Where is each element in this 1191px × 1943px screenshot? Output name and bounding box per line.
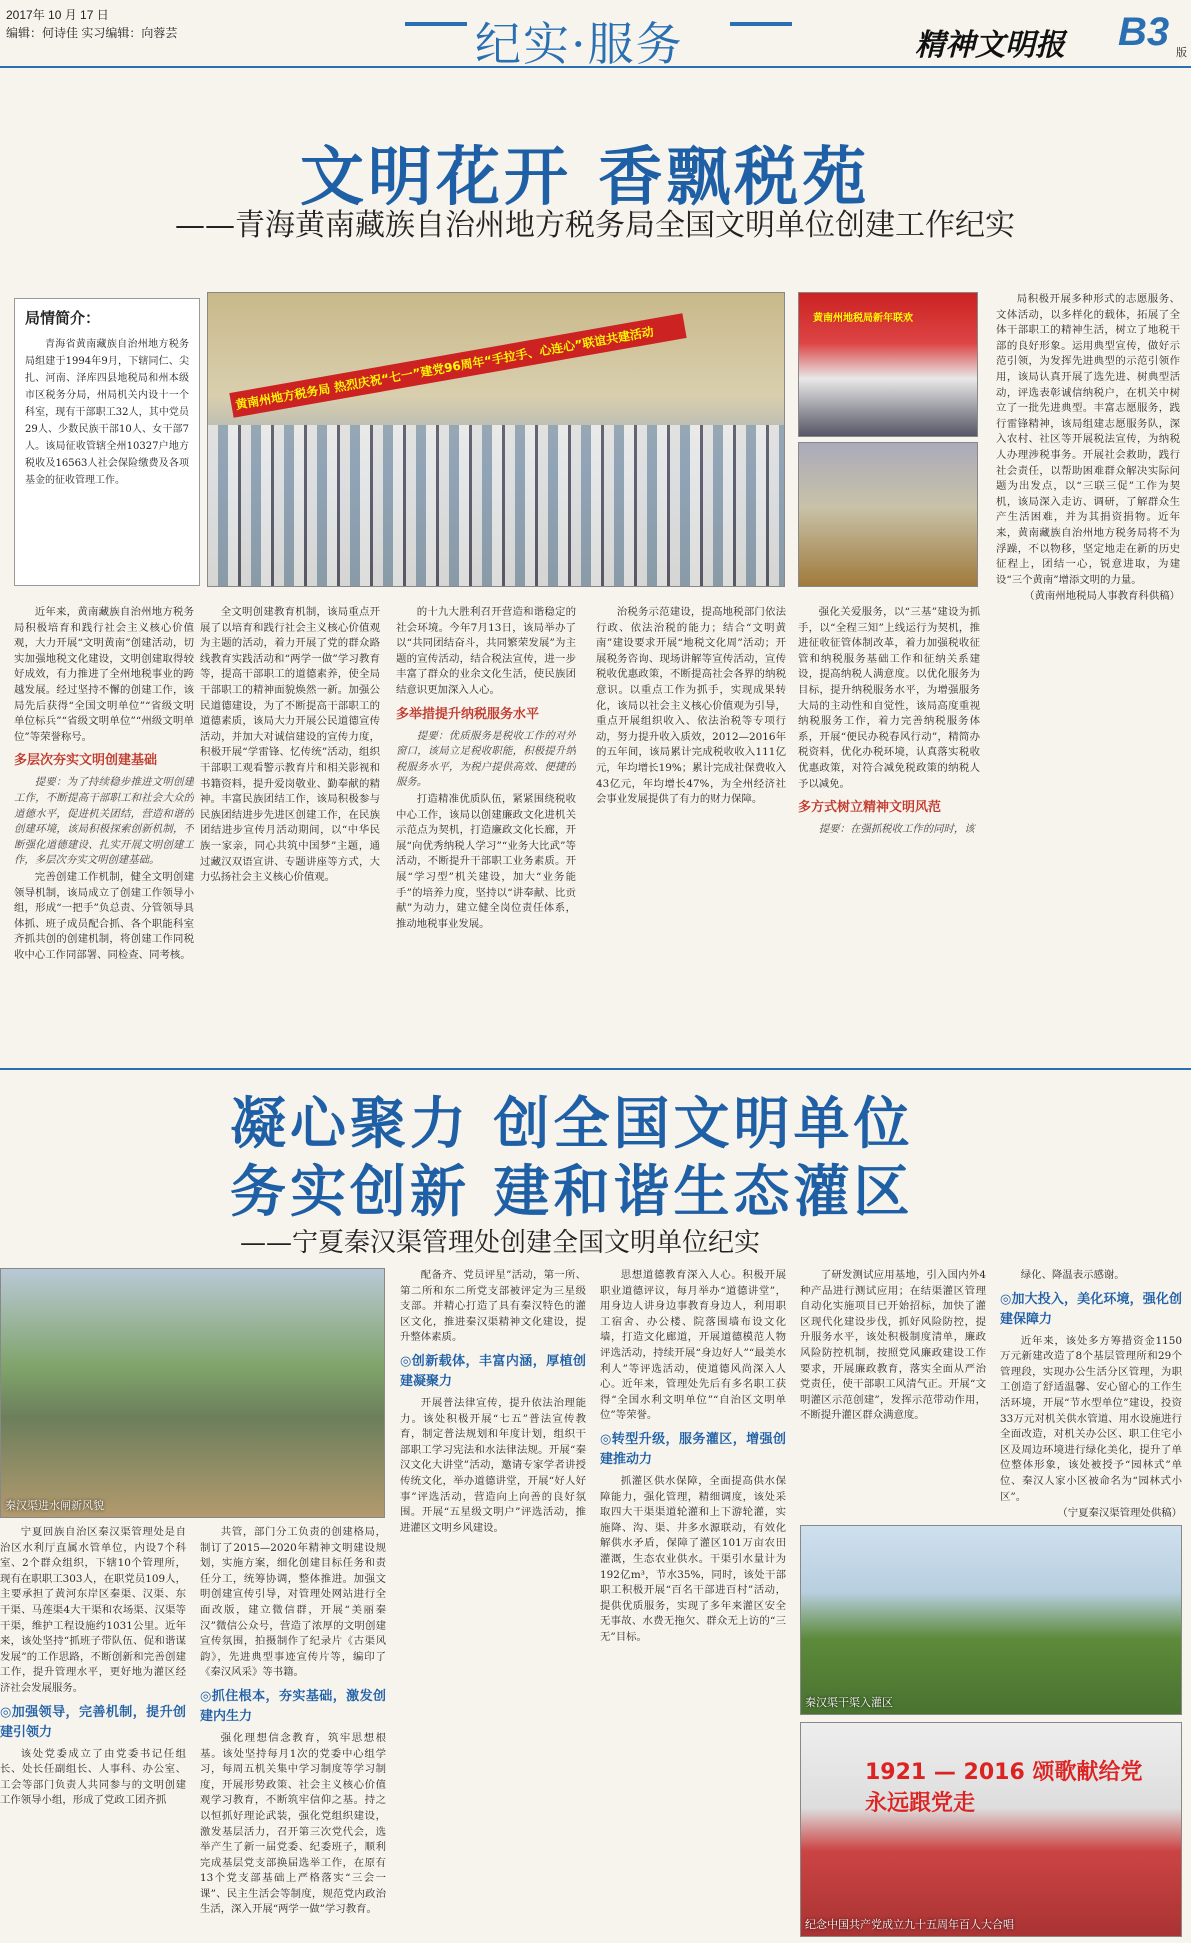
paragraph: 思想道德教育深入人心。积极开展职业道德评议，每月举办“道德讲堂”，用身边人讲身边事教育身边人，利用职工宿舍、办公楼、院落围墙布设文化墙，打造文化廊道，开展道德模范人物评选活动，持续开展“身边好人”“最美水利人”等评选活动，使道德风尚深入人心。近年来，管理处先后有多名职工获得“全国水利文明单位”“自治区文明单位”等荣誉。 [600, 1269, 786, 1422]
summary-note: 提要：在强抓税收工作的同时，该 [818, 823, 975, 836]
photo-banner: 黄南州地方税务局 热烈庆祝“七一”建党96周年“手拉手、心连心”联谊共建活动 [229, 313, 686, 417]
photo3-banner: 1921 — 2016 颂歌献给党 永远跟党走 [865, 1760, 1143, 1816]
group-photo-volunteers [207, 292, 785, 587]
paragraph: 完善创建工作机制，健全文明创建领导机制，该局成立了创建工作领导小组，形成“一把手”负总责、分管领导具体抓、班子成员配合抓、各个职能科室齐抓共创的创建机制，将创建工作同税收中心工作同部署、同检查、同考核。 [14, 870, 194, 961]
intro-title: 局情简介： [25, 309, 101, 327]
photo-donation [798, 442, 978, 587]
paper-name-logo: 精神文明报 [915, 28, 1065, 63]
subheading: ◎加强领导，完善机制，提升创建引领力 [0, 1704, 186, 1740]
byline: （宁夏秦汉渠管理处供稿） [1057, 1507, 1182, 1520]
subheading: ◎转型升级，服务灌区，增强创建推动力 [600, 1431, 786, 1467]
bureau-intro-box [14, 298, 200, 586]
paragraph: 的十九大胜利召开营造和谐稳定的社会环境。今年7月13日，该局举办了以“共同团结奋斗，共同繁荣发展”为主题的宣传活动，结合税法宣传，进一步丰富了群众的业余文化生活，使民族团结意识更加深入人心。 [396, 606, 576, 696]
paragraph: 配备齐、党员评星”活动，第一所、第二所和东二所党支部被评定为三星级支部。并精心打造了具有秦汉特色的灌区文化，推进秦汉渠精神文化建设，提升整体素质。 [400, 1269, 586, 1344]
paragraph: 全文明创建教育机制，该局重点开展了以培育和践行社会主义核心价值观为主题的活动，着力开展了党的群众路线教育实践活动和“两学一做”学习教育等，提高干部职工的道德素养，使全局干部职工的精神面貌焕然一新。加强公民道德建设，为了不断提高干部职工的道德素质，该局大力开展公民道德宣传活动，并加大对诚信建设的宣传力度，积极开展“学雷锋、忆传统”活动，组织干部职工观看警示教育片和相关影视和书籍资料，提升爱岗敬业、勤奉献的精神。丰富民族团结工作，该局积极参与民族团结进步先进区创建工作，在民族团结进步宣传月活动期间，以“中华民族一家亲，同心共筑中国梦”主题，通过藏汉双语宣讲、专题讲座等方式，大力弘扬社会主义核心价值观。 [200, 606, 380, 884]
paragraph: 近年来，黄南藏族自治州地方税务局积极培育和践行社会主义核心价值观，大力开展“文明黄南”创建活动，切实加强地税文化建设，文明创建取得较好成效，有力推进了全州地税事业的跨越发展。经过坚持不懈的创建工作，该局先后获得“全国文明单位”“省级文明单位标兵”“省级文明单位”“州级文明单位”等荣誉称号。 [14, 606, 194, 743]
paragraph: 治税务示范建设，提高地税部门依法行政、依法治税的能力；结合“文明黄南”建设要求开展“地税文化周”活动；开展税务咨询、现场讲解等宣传活动，宣传税收优惠政策，不断提高社会各界的纳税意识。以重点工作为抓手，实现成果转化，该局以社会主义核心价值观为引导，重点开展组织收入、依法治税等专项行动，努力提升收入质效，2012—2016年的五年间，该局累计完成税收收入111亿元，年均增长19%；累计完成社保费收入43亿元，年均增长47%，为全州经济社会事业发展提供了有力的财力保障。 [596, 606, 786, 806]
paragraph: 绿化、降温表示感谢。 [1020, 1269, 1125, 1281]
article1-subhead: ——青海黄南藏族自治州地方税务局全国文明单位创建工作纪实 [175, 208, 1015, 243]
paragraph: 了研发测试应用基地，引入国内外4种产品进行测试应用；在结渠灌区管理自动化实施项目已开始招标，加快了灌区现代化建设步伐，抓好风险防控，提升服务水平，该处积极制度清单，廉政风险防控机制，按照党风廉政建设工作要求，开展廉政教育，落实全面从严治党责任，使干部职工风清气正。开展“文明灌区示范创建”，发挥示范带动作用，不断提升灌区群众满意度。 [800, 1269, 986, 1422]
summary-note: 提要：优质服务是税收工作的对外窗口，该局立足税收职能，积极提升纳税服务水平，为税户提供高效、便捷的服务。 [396, 729, 576, 789]
subheading: 多层次夯实文明创建基础 [14, 753, 158, 769]
paragraph: 打造精准优质队伍，紧紧围绕税收中心工作，该局以创建廉政文化进机关示范点为契机，打造廉政文化长廊，开展“向优秀纳税人学习”“业务大比武”等活动，不断提升干部职工业务素质。开展“学习型”机关建设，加大“业务能手”的培养力度，坚持以“讲奉献、比贡献”为动力，建立健全岗位责任体系，推动地税事业发展。 [396, 792, 576, 930]
subheading: ◎创新载体，丰富内涵，厚植创建凝聚力 [400, 1353, 586, 1389]
article2-column-1 [0, 1525, 186, 1935]
paragraph: 局积极开展多种形式的志愿服务、文体活动，以多样化的载体，拓展了全体干部职工的精神生活，树立了地税干部的良好形象。运用典型宣传，做好示范引领，为发挥先进典型的示范引领作用，该局认真开展了选先进、树典型活动，评选表彰诚信纳税户，在机关中树立了一批先进典型。丰富志愿服务，践行雷锋精神，该局组建志愿服务队，深入农村、社区等开展税法宣传，为纳税人办理涉税事务。开展社会救助，践行社会责任，以帮助困难群众解决实际问题为出发点，以“三联三促”工作为契机，该局深入走访、调研，了解群众生产生活困难，并为其捐资捐物。近年来，黄南藏族自治州地方税务局将不为浮躁，不以物移，坚定地走在新的历史征程上，团结一心，锐意进取，为建设“三个黄南”增添文明的力量。 [996, 293, 1180, 586]
article1-column-5 [798, 605, 980, 1060]
paragraph: 开展普法律宣传，提升依法治理能力。该处积极开展“七五”普法宣传教育，制定普法规划和年度计划，组织干部职工学习宪法和水法律法规。开展“秦汉文化大讲堂”活动，邀请专家学者讲授传统文化，举办道德讲堂，开展“好人好事”评选活动，营造向上向善的良好氛围。开展“五星级文明户”评选活动，推进灌区文明乡风建设。 [400, 1396, 586, 1534]
article1-column-1 [14, 605, 194, 1060]
byline: （黄南州地税局人事教育科供稿） [1024, 590, 1180, 603]
summary-note: 提要：为了持续稳步推进文明创建工作，不断提高干部职工和社会大众的道德水平，促进机关团结，营造和谐的创建环境，该局积极探索创新机制，不断强化道德建设、扎实开展文明创建工作，多层次夯实文明创建基础。 [14, 776, 194, 867]
photo-caption: 秦汉渠进水闸新风貌 [5, 1500, 104, 1512]
article2-headline-line2: 务实创新 建和谐生态灌区 [230, 1159, 914, 1225]
issue-date: 2017年 10 月 17 日 [6, 8, 109, 22]
page-number: B3 [1118, 10, 1170, 54]
article2-column-2 [200, 1525, 386, 1935]
subheading: 多举措提升纳税服务水平 [396, 706, 540, 722]
photo-intake-sluice [0, 1268, 385, 1518]
section-title: 纪实·服务 [475, 17, 684, 71]
paragraph: 抓灌区供水保障，全面提高供水保障能力，强化管理，精细调度，该处采取四大干渠渠道轮灌和上下游轮灌，实施降、沟、渠、井多水源联动，有效化解供水矛盾，保障了灌区101万亩农田灌溉，生态农业供水。干渠引水量计为192亿m³，节水35%，同时，该处干部职工积极开展“百名干部进百村”活动，提供优质服务，实现了多年来灌区安全无事故、水费无拖欠、群众无上访的“三无”目标。 [600, 1474, 786, 1643]
paragraph: 强化理想信念教育，筑牢思想根基。该处坚持每月1次的党委中心组学习，每周五机关集中学习制度等学习制度，开展形势政策、社会主义核心价值观学习教育，不断筑牢信仰之基。持之以恒抓好理论武装，强化党组织建设，激发基层活力，召开第三次党代会，选举产生了新一届党委、纪委班子，顺利完成基层党支部换届选举工作，在原有13个党支部基础上严格落实“三会一课”、民主生活会等制度，规范党内政治生活，深入开展“两学一做”学习教育。 [200, 1731, 386, 1916]
paragraph: 共管，部门分工负责的创建格局，制订了2015—2020年精神文明建设规划，实施方案，细化创建目标任务和责任分工，统筹协调，整体推进。加强文明创建宣传引导，对管理处网站进行全面改版，建立微信群，开展“美丽秦汉”微信公众号，营造了浓厚的文明创建宣传氛围，拍摄制作了纪录片《古渠风韵》，先进典型事迹宣传片等，编印了《秦汉风采》等书籍。 [200, 1526, 386, 1679]
subheading: ◎加大投入，美化环境，强化创建保障力 [1000, 1291, 1182, 1327]
subheading: ◎抓住根本，夯实基础，激发创建内生力 [200, 1688, 386, 1724]
article1-column-2 [200, 605, 380, 1060]
page-unit: 版 [1176, 47, 1187, 59]
decorative-bar-left [405, 22, 467, 26]
paragraph: 近年来，该处多方筹措资金1150万元新建改造了8个基层管理所和29个管理段，实现办公生活分区管理，为职工创造了舒适温馨、安心留心的工作生活环境，开展“节水型单位”建设，投资33万元对机关供水管道、用水设施进行全面改造，对机关办公区、职工住宅小区及周边环境进行绿化美化，提升了单位整体形象，该处被授予“园林式”单位、秦汉人家小区被命名为“园林式小区”。 [1000, 1334, 1182, 1503]
intro-text: 青海省黄南藏族自治州地方税务局组建于1994年9月，下辖同仁、尖扎、河南、泽库四县地税局和州本级市区税务分局，州局机关内设十一个科室，现有干部职工32人，其中党员29人、少数民族干部10人、女干部7人。该局征收管辖全州10327户地方税收及16563人社会保险缴费及各项基金的征收管理工作。 [25, 339, 189, 486]
article2-headline-line1: 凝心聚力 创全国文明单位 [230, 1091, 914, 1157]
editor-credits: 编辑：何诗佳 实习编辑：向蓉芸 [6, 26, 178, 40]
photo-choir [800, 1722, 1182, 1937]
article2-column-3 [400, 1268, 586, 1935]
subheading: 多方式树立精神文明风范 [798, 800, 942, 816]
paragraph: 宁夏回族自治区秦汉渠管理处是自治区水利厅直属水管单位，内设7个科室、2个群众组织，下辖10个管理所，现有在职职工303人，在职党员109人，主要承担了黄河东岸区秦渠、汉渠、东干渠、马莲渠4大干渠和农场渠、汉渠等干渠，维护工程设施约1031公里。近年来，该处坚持“抓班子带队伍、促和谐谋发展”的工作思路，不断创新和完善创建工作，提升管理水平，更好地为灌区经济社会发展服务。 [0, 1526, 186, 1694]
photo-new-year-party [798, 292, 978, 437]
paragraph: 该处党委成立了由党委书记任组长、处长任副组长、人事科、办公室、工会等部门负责人共同参与的文明创建工作领导小组，形成了党政工团齐抓 [0, 1747, 186, 1807]
photo-canal-field [800, 1525, 1182, 1715]
decorative-bar-right [730, 22, 792, 26]
article2-column-4 [600, 1268, 786, 1935]
article1-column-3 [396, 605, 576, 1060]
article2-subhead: ——宁夏秦汉渠管理处创建全国文明单位纪实 [240, 1228, 761, 1258]
photo-crowd [208, 425, 784, 586]
photo-caption: 纪念中国共产党成立九十五周年百人大合唱 [805, 1919, 1014, 1931]
paragraph: 强化关爱服务，以“三基”建设为抓手，以“全程三知”上线运行为契机，推进征收征管体制改革，着力加强税收征管和纳税服务基础工作和征纳关系建设，提高纳税人满意度。以优化服务为目标，提升纳税服务水平，为增强服务大局的主动性和自觉性，该局高度重视纳税服务工作，着力完善纳税服务体系，开展“便民办税春风行动”，精简办税资料，优化办税环境，认真落实税收优惠政策，对符合减免税政策的纳税人予以减免。 [798, 606, 980, 790]
article1-headline: 文明花开 香飘税苑 [300, 140, 871, 215]
photo2-banner: 黄南州地税局新年联欢 [813, 313, 913, 324]
section-divider [0, 1068, 1191, 1070]
article1-column-4 [596, 605, 786, 1060]
article1-column-6 [996, 292, 1180, 1060]
photo-caption: 秦汉渠干渠入灌区 [805, 1697, 893, 1709]
masthead [0, 0, 1191, 71]
